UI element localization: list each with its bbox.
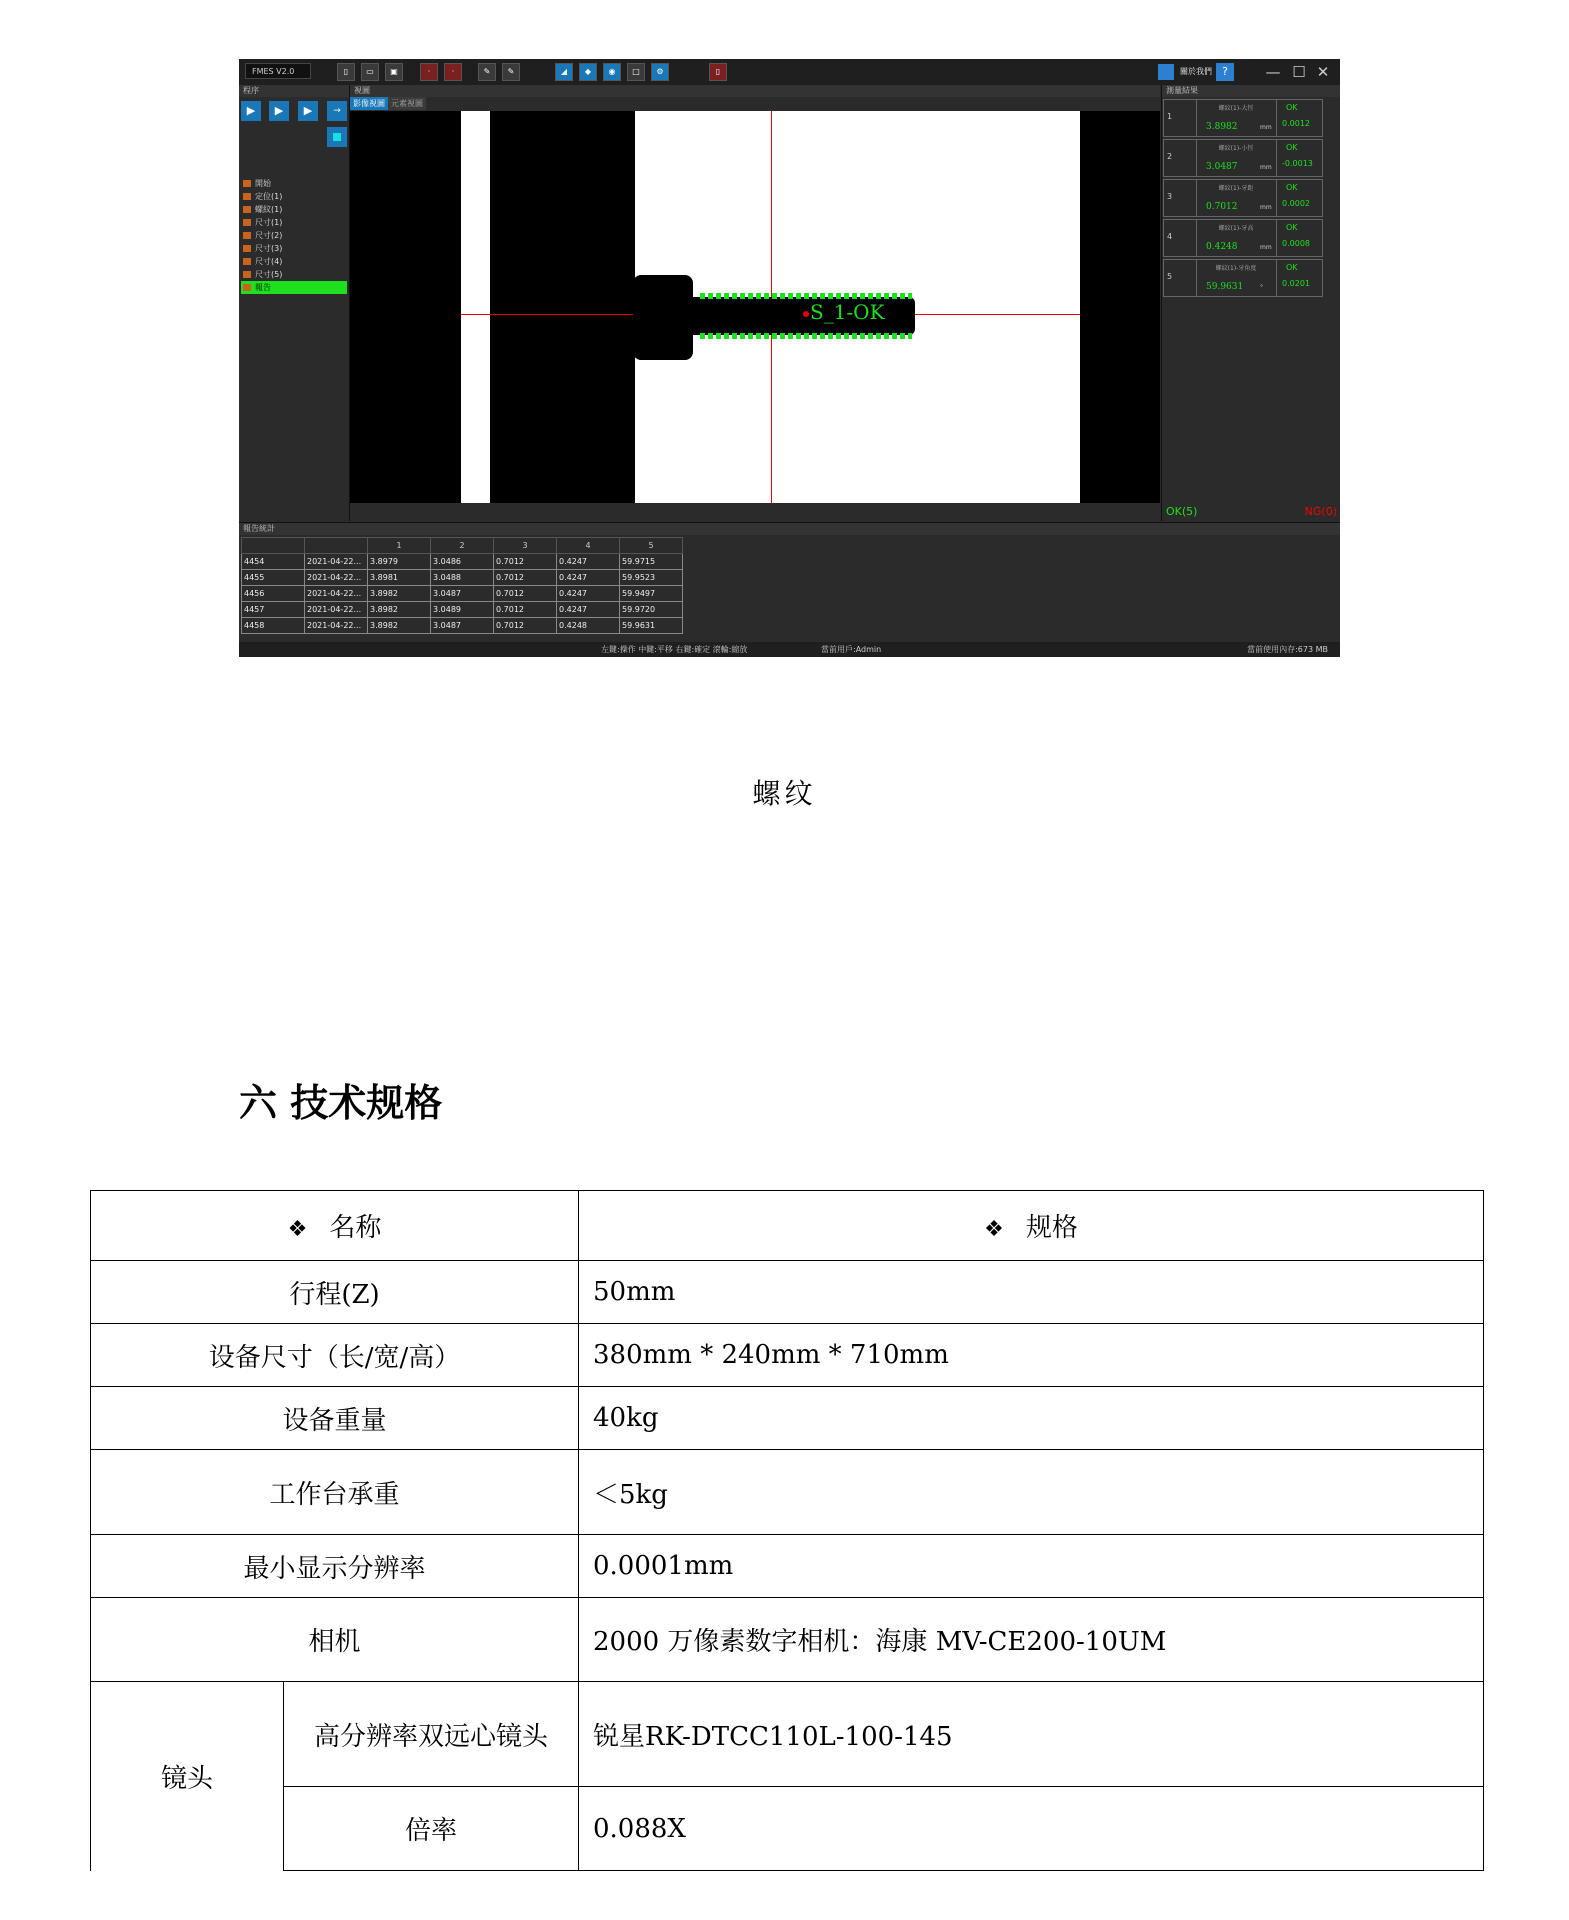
exit-icon[interactable]: ▯	[709, 63, 727, 81]
spec-name: 高分辨率双远心镜头	[284, 1682, 579, 1787]
table-cell: 3.0487	[431, 586, 494, 602]
spec-name: 行程(Z)	[91, 1261, 579, 1324]
toolbar	[239, 59, 1340, 85]
measurement-index: 4	[1167, 232, 1173, 241]
tree-item[interactable]: 尺寸(2)	[241, 229, 347, 242]
tree-item[interactable]: 尺寸(3)	[241, 242, 347, 255]
table-row[interactable]	[242, 586, 683, 602]
measurement-index: 2	[1167, 152, 1173, 161]
close-icon[interactable]: ✕	[1316, 63, 1330, 81]
tool-b-icon[interactable]: ✎	[502, 63, 520, 81]
table-cell: 3.8981	[368, 570, 431, 586]
open-folder-icon[interactable]: ▭	[361, 63, 379, 81]
results-panel	[1161, 85, 1340, 521]
spec-name: 倍率	[284, 1787, 579, 1871]
tool-a-icon[interactable]: ✎	[478, 63, 496, 81]
run-next-icon[interactable]: ▶	[298, 101, 318, 121]
measurement-name: 螺紋(1)-牙距	[1218, 185, 1254, 192]
ng-count: NG(0)	[1304, 505, 1337, 518]
measurement-name: 螺紋(1)-牙角度	[1215, 265, 1257, 272]
table-cell: 3.8982	[368, 586, 431, 602]
tree-item[interactable]: 尺寸(1)	[241, 216, 347, 229]
table-cell: 0.4247	[557, 602, 620, 618]
table-row[interactable]	[242, 554, 683, 570]
measurement-unit: mm	[1260, 164, 1272, 171]
table-cell: 3.8979	[368, 554, 431, 570]
about-us-button[interactable]	[1158, 63, 1212, 81]
table-row[interactable]	[242, 602, 683, 618]
frame-icon[interactable]: □	[627, 63, 645, 81]
measurement-index: 3	[1167, 192, 1173, 201]
measurement-row	[1163, 99, 1323, 137]
target-icon[interactable]: ◉	[603, 63, 621, 81]
measurement-value: 3.0487	[1206, 162, 1238, 172]
view-panel	[350, 85, 1160, 521]
spec-value: 锐星RK-DTCC110L-100-145	[579, 1682, 1484, 1787]
report-panel-title: 報告統計	[239, 523, 1340, 535]
measurement-row	[1163, 219, 1323, 257]
program-panel-title: 程序	[239, 85, 349, 97]
table-row[interactable]	[242, 618, 683, 634]
tree-item[interactable]: 開始	[241, 177, 347, 190]
report-header: 3	[494, 538, 557, 554]
fixture-edge	[490, 111, 503, 503]
measurement-deviation: 0.0002	[1282, 199, 1310, 208]
table-cell: 59.9523	[620, 570, 683, 586]
thread-top-markers	[700, 293, 912, 299]
spec-header-spec	[579, 1191, 1484, 1261]
table-cell: 59.9631	[620, 618, 683, 634]
camera-image[interactable]	[350, 111, 1160, 503]
table-cell: 0.4247	[557, 586, 620, 602]
table-cell: 2021-04-22...	[305, 570, 368, 586]
view-panel-title: 視圖	[350, 85, 1160, 97]
tab-image-view[interactable]: 影像視圖	[350, 97, 388, 110]
stop-icon[interactable]	[327, 127, 347, 147]
spec-name: 相机	[91, 1598, 579, 1682]
table-row	[91, 1387, 1484, 1450]
table-cell: 2021-04-22...	[305, 554, 368, 570]
measurement-status: OK	[1286, 143, 1298, 152]
measurement-status: OK	[1286, 103, 1298, 112]
run-icon[interactable]: ▶	[241, 101, 261, 121]
table-row[interactable]	[242, 570, 683, 586]
table-row	[91, 1682, 1484, 1787]
table-cell: 0.7012	[494, 586, 557, 602]
spec-table	[90, 1190, 1484, 1871]
measure-b-icon[interactable]: ◆	[579, 63, 597, 81]
table-cell: 4454	[242, 554, 305, 570]
report-table	[241, 537, 683, 634]
table-cell: 0.7012	[494, 602, 557, 618]
dxf-export-icon[interactable]: ·	[420, 63, 438, 81]
measurement-value: 0.4248	[1206, 242, 1238, 252]
measurement-value: 0.7012	[1206, 202, 1238, 212]
measurement-software-screenshot	[239, 59, 1340, 657]
spec-name: 设备尺寸（长/宽/高）	[91, 1324, 579, 1387]
table-row	[91, 1324, 1484, 1387]
center-marker	[803, 311, 809, 317]
table-cell: 4457	[242, 602, 305, 618]
report-header	[242, 538, 305, 554]
tree-item[interactable]: 定位(1)	[241, 190, 347, 203]
table-cell: 4455	[242, 570, 305, 586]
table-cell: 0.4247	[557, 570, 620, 586]
spec-group-name: 镜头	[91, 1682, 284, 1871]
ok-count: OK(5)	[1166, 505, 1198, 518]
report-header: 1	[368, 538, 431, 554]
goto-icon[interactable]: →	[327, 101, 347, 121]
report-panel	[239, 522, 1340, 643]
diamond-bullet-icon: ❖	[984, 1217, 1004, 1242]
measure-a-icon[interactable]: ◢	[555, 63, 573, 81]
minimize-icon[interactable]: —	[1265, 63, 1281, 81]
results-panel-title: 測量結果	[1162, 85, 1340, 97]
spec-value: 0.088X	[579, 1787, 1484, 1871]
report-header: 4	[557, 538, 620, 554]
section-title: 六 技术规格	[239, 1081, 443, 1125]
new-file-icon[interactable]: ▯	[337, 63, 355, 81]
fixture-block	[499, 111, 635, 503]
result-overlay-label: S_1-OK	[810, 300, 885, 324]
table-cell: 59.9497	[620, 586, 683, 602]
help-button[interactable]: ?	[1216, 63, 1234, 81]
table-row	[91, 1535, 1484, 1598]
table-cell: 4456	[242, 586, 305, 602]
measurement-deviation: 0.0008	[1282, 239, 1310, 248]
measurement-deviation: 0.0201	[1282, 279, 1310, 288]
report-header: 5	[620, 538, 683, 554]
spec-header-name	[91, 1191, 579, 1261]
version-select[interactable]: FMES V2.0	[245, 63, 311, 79]
status-bar	[239, 642, 1340, 657]
measurement-status: OK	[1286, 263, 1298, 272]
table-cell: 0.7012	[494, 618, 557, 634]
measurement-unit: mm	[1260, 124, 1272, 131]
spec-value: 0.0001mm	[579, 1535, 1484, 1598]
table-row	[91, 1450, 1484, 1535]
save-icon[interactable]: ▣	[385, 63, 403, 81]
measurement-name: 螺紋(1)-小徑	[1218, 145, 1254, 152]
table-cell: 0.4247	[557, 554, 620, 570]
table-row	[91, 1598, 1484, 1682]
spec-value: 380mm * 240mm * 710mm	[579, 1324, 1484, 1387]
table-cell: 59.9715	[620, 554, 683, 570]
table-row	[91, 1261, 1484, 1324]
table-cell: 3.0486	[431, 554, 494, 570]
spec-value: 40kg	[579, 1387, 1484, 1450]
table-cell: 3.8982	[368, 602, 431, 618]
table-cell: 2021-04-22...	[305, 618, 368, 634]
table-cell: 2021-04-22...	[305, 586, 368, 602]
program-tree	[241, 177, 347, 294]
tree-item-selected[interactable]: 報告	[241, 281, 347, 294]
measurement-deviation: 0.0012	[1282, 119, 1310, 128]
measurement-index: 5	[1167, 272, 1173, 281]
spec-name: 最小显示分辨率	[91, 1535, 579, 1598]
maximize-icon[interactable]: ☐	[1292, 63, 1306, 81]
mouse-hint: 左鍵:操作 中鍵:平移 右鍵:確定 滾輪:縮放	[601, 645, 748, 654]
measurement-row	[1163, 259, 1323, 297]
measurement-row	[1163, 139, 1323, 177]
measurement-unit: °	[1260, 284, 1263, 291]
current-user: 當前用戶:Admin	[821, 645, 882, 654]
table-cell: 2021-04-22...	[305, 602, 368, 618]
header-name-label: 名称	[329, 1213, 382, 1243]
table-cell: 3.8982	[368, 618, 431, 634]
spec-header-row	[91, 1191, 1484, 1261]
report-header	[305, 538, 368, 554]
spec-value: ＜5kg	[579, 1450, 1484, 1535]
table-cell: 0.7012	[494, 554, 557, 570]
figure-caption: 螺纹	[752, 777, 817, 810]
run-step-icon[interactable]: ▶	[269, 101, 289, 121]
table-row	[91, 1787, 1484, 1871]
about-label: 關於我們	[1180, 67, 1212, 76]
report-header: 2	[431, 538, 494, 554]
measurement-index: 1	[1167, 112, 1173, 121]
measurement-value: 3.8982	[1206, 122, 1238, 132]
screw-head	[633, 275, 693, 360]
measurement-status: OK	[1286, 223, 1298, 232]
tree-item[interactable]: 尺寸(4)	[241, 255, 347, 268]
table-cell: 3.0489	[431, 602, 494, 618]
header-spec-label: 规格	[1025, 1213, 1078, 1243]
program-panel	[239, 85, 350, 521]
measurement-value: 59.9631	[1206, 282, 1244, 292]
settings-icon[interactable]: ⚙	[651, 63, 669, 81]
spec-name: 设备重量	[91, 1387, 579, 1450]
table-cell: 59.9720	[620, 602, 683, 618]
tree-item[interactable]: 螺紋(1)	[241, 203, 347, 216]
user-icon	[1158, 64, 1174, 80]
measurement-name: 螺紋(1)-大徑	[1218, 105, 1254, 112]
bmp-export-icon[interactable]: ·	[444, 63, 462, 81]
table-cell: 0.7012	[494, 570, 557, 586]
table-cell: 3.0488	[431, 570, 494, 586]
thread-bottom-markers	[700, 333, 912, 339]
table-cell: 3.0487	[431, 618, 494, 634]
measurement-unit: mm	[1260, 244, 1272, 251]
measurement-status: OK	[1286, 183, 1298, 192]
diamond-bullet-icon: ❖	[287, 1217, 308, 1242]
measurement-row	[1163, 179, 1323, 217]
table-cell: 4458	[242, 618, 305, 634]
measurement-deviation: -0.0013	[1282, 159, 1313, 168]
measurement-unit: mm	[1260, 204, 1272, 211]
measurement-name: 螺紋(1)-牙高	[1218, 225, 1254, 232]
tab-element-view[interactable]: 元素視圖	[388, 97, 426, 110]
table-cell: 0.4248	[557, 618, 620, 634]
spec-name: 工作台承重	[91, 1450, 579, 1535]
tree-item[interactable]: 尺寸(5)	[241, 268, 347, 281]
spec-value: 50mm	[579, 1261, 1484, 1324]
spec-value: 2000 万像素数字相机：海康 MV-CE200-10UM	[579, 1598, 1484, 1682]
memory-usage: 當前使用內存:673 MB	[1247, 645, 1328, 654]
